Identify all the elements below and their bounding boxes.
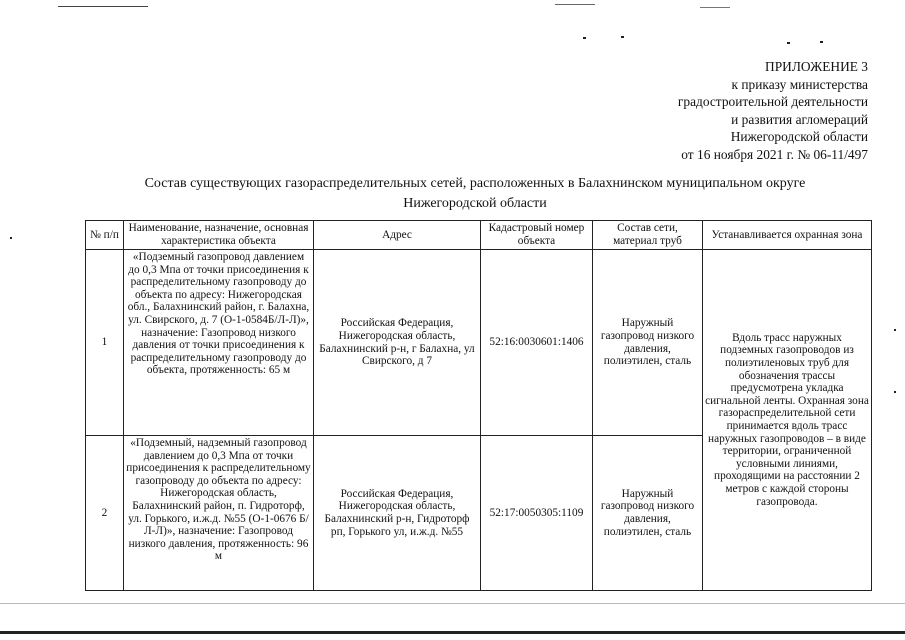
row-description: «Подземный газопровод давлением до 0,3 Мпа от точки присоединения к распределительному газопроводу до объекта по адресу: Нижегородская обл., Балахнинский район, г. Балахна, ул. Свирского, д. 7 (О-1-0584Б/Л-Л)», назначение: Газопровод низкого давления от точки присоединения к распределительному газопроводу до объекта, протяженность: 65 м <box>124 250 314 436</box>
protection-zone-cell: Вдоль трасс наружных подземных газопроводов из полиэтиленовых труб для обозначения трассы предусмотрена укладка сигнальной ленты. Охранная зона газораспределительной сети принимается вдоль трасс наружных газопроводов – в виде территории, ограниченной условными линиями, проходящими на расстоянии 2 метров с каждой стороны газопровода. <box>703 250 872 591</box>
header-protection-zone: Устанавливается охранная зона <box>703 221 872 250</box>
row-network: Наружный газопровод низкого давления, полиэтилен, сталь <box>593 250 703 436</box>
scan-artifact-speck <box>10 237 12 239</box>
scan-artifact-line <box>0 603 905 604</box>
table-row <box>86 250 872 436</box>
header-name: Наименование, назначение, основная характеристика объекта <box>124 221 314 250</box>
appendix-date-line: от 16 ноября 2021 г. № 06-11/497 <box>681 146 868 162</box>
header-address: Адрес <box>314 221 481 250</box>
header-network: Состав сети, материал труб <box>593 221 703 250</box>
appendix-line: к приказу министерства <box>731 76 868 92</box>
gas-network-table <box>85 220 872 591</box>
scan-artifact-line <box>555 4 595 5</box>
scan-artifact-speck <box>894 391 896 393</box>
scan-artifact-speck <box>894 329 896 331</box>
header-cadastral: Кадастровый номер объекта <box>481 221 593 250</box>
appendix-line: и развития агломераций <box>731 111 868 127</box>
row-description: «Подземный, надземный газопровод давлением до 0,3 Мпа от точки присоединения к распределительному газопроводу до объекта по адресу: Нижегородская область, Балахнинский район, п. Гидроторф, ул. Горького, и.ж.д. №55 (О-1-0676 Б/Л-Л)», назначение: Газопровод низкого давления, протяженность: 96 м <box>124 436 314 591</box>
row-address: Российская Федерация, Нижегородская область, Балахнинский р-н, г Балахна, ул Свирского, д 7 <box>314 250 481 436</box>
document-title <box>60 174 890 214</box>
document-title-line: Состав существующих газораспределительных сетей, расположенных в Балахнинском муниципальном округе <box>144 176 806 191</box>
appendix-line: Нижегородской области <box>730 129 868 144</box>
document-title-line: Нижегородской области <box>403 196 547 211</box>
scan-artifact-speck <box>583 37 586 39</box>
scan-artifact-speck <box>621 36 624 38</box>
scan-artifact-line <box>700 7 730 8</box>
row-number: 1 <box>86 250 124 436</box>
scan-artifact-speck <box>787 42 790 44</box>
appendix-line: ПРИЛОЖЕНИЕ 3 <box>765 59 868 74</box>
header-number: № п/п <box>86 221 124 250</box>
appendix-header <box>678 58 868 163</box>
scan-artifact-speck <box>820 41 823 43</box>
row-network: Наружный газопровод низкого давления, полиэтилен, сталь <box>593 436 703 591</box>
appendix-line: градостроительной деятельности <box>677 94 868 109</box>
row-cadastral: 52:16:0030601:1406 <box>481 250 593 436</box>
row-address: Российская Федерация, Нижегородская область, Балахнинский р-н, Гидроторф рп, Горького ул, и.ж.д. №55 <box>314 436 481 591</box>
row-cadastral: 52:17:0050305:1109 <box>481 436 593 591</box>
table-header-row <box>86 221 872 250</box>
scan-artifact-line <box>58 6 148 7</box>
row-number: 2 <box>86 436 124 591</box>
scan-artifact-edge <box>0 631 905 634</box>
